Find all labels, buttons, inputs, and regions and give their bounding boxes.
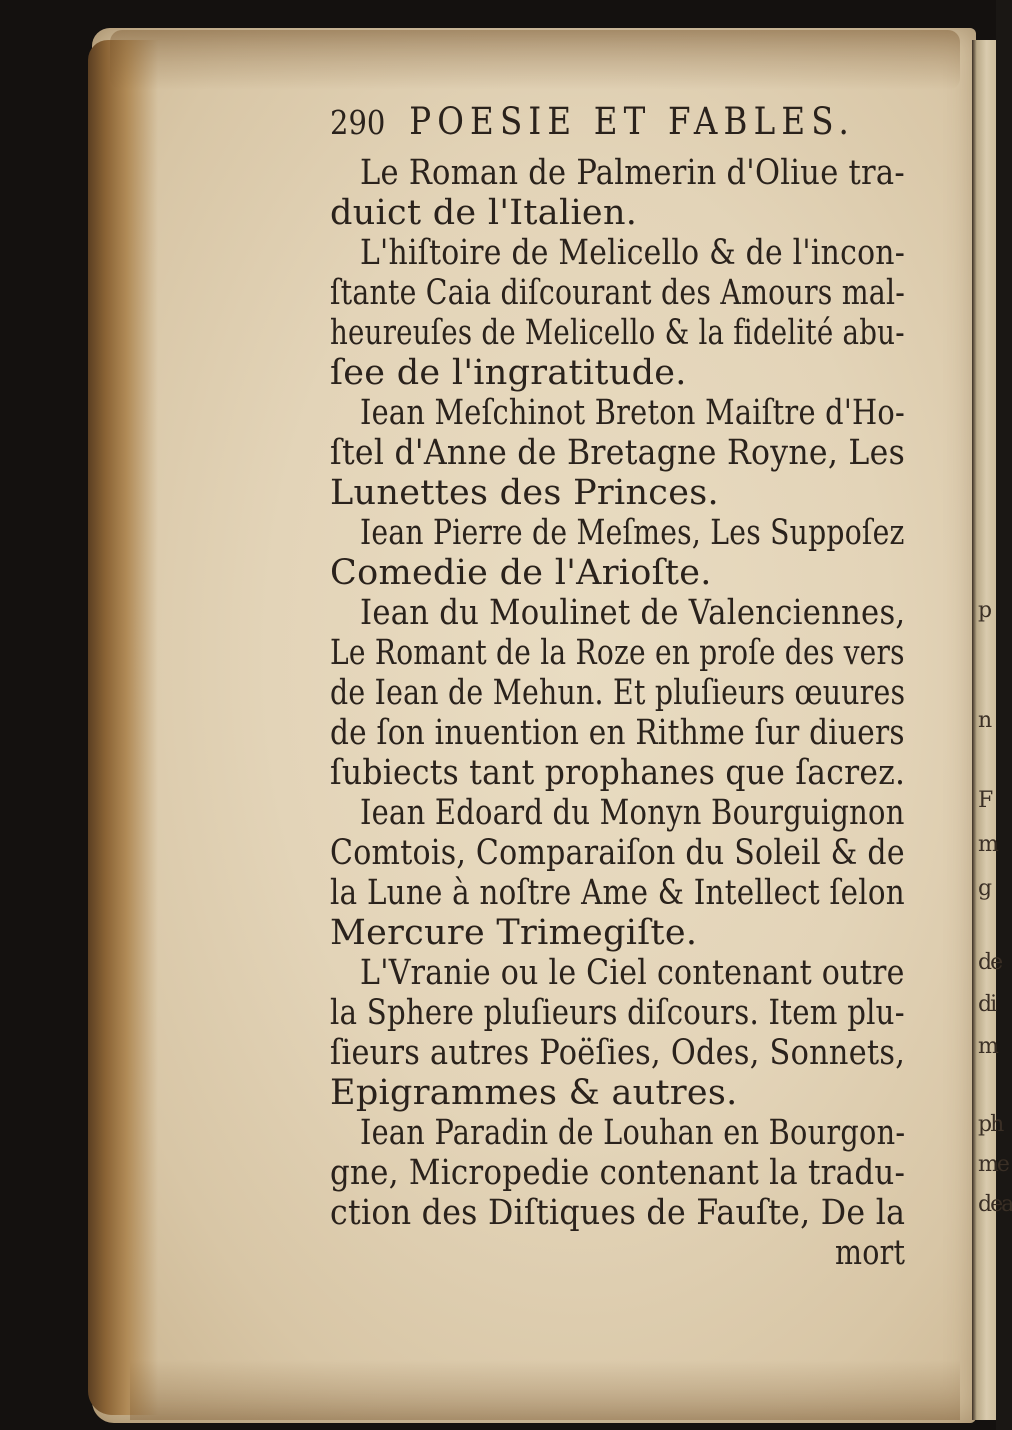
text-line: ſieurs autres Poëſies, Odes, Sonnets, bbox=[330, 1033, 906, 1073]
text-line: Mercure Trimegiſte. bbox=[330, 913, 698, 953]
facing-fragment: p bbox=[978, 598, 991, 623]
text-line: ſtel d'Anne de Bretagne Royne, Les bbox=[330, 433, 906, 473]
text-line: ſee de l'ingratitude. bbox=[330, 353, 687, 393]
page-number: 290 bbox=[330, 103, 386, 142]
text-line: Iean du Moulinet de Valenciennes, bbox=[360, 593, 906, 633]
text-line: Le Roman de Palmerin d'Oliue tra- bbox=[360, 153, 905, 193]
facing-fragment: F bbox=[978, 788, 992, 813]
text-line: Le Romant de la Roze en proſe des vers bbox=[330, 633, 905, 673]
catchword: mort bbox=[835, 1233, 906, 1273]
text-line: Comedie de l'Arioſte. bbox=[330, 553, 712, 593]
facing-fragment: di bbox=[978, 992, 996, 1017]
text-line: de Iean de Mehun. Et pluſieurs œuures bbox=[330, 673, 906, 713]
text-line: duict de l'Italien. bbox=[330, 193, 638, 233]
running-header bbox=[330, 100, 855, 143]
facing-fragment: n bbox=[978, 708, 991, 733]
text-line: gne, Micropedie contenant la tradu- bbox=[330, 1153, 906, 1193]
text-line: Iean Edoard du Monyn Bourguignon bbox=[360, 793, 905, 833]
text-line: Iean Meſchinot Breton Maiſtre d'Ho- bbox=[360, 393, 905, 433]
text-line: de ſon inuention en Rithme ſur diuers bbox=[330, 713, 905, 753]
facing-fragment: m bbox=[978, 832, 997, 857]
text-line: ſubiects tant prophanes que ſacrez. bbox=[330, 753, 906, 793]
text-line: Lunettes des Princes. bbox=[330, 473, 719, 513]
facing-fragment: de bbox=[978, 950, 1002, 975]
text-line: heureuſes de Melicello & la fidelité abu- bbox=[330, 313, 905, 353]
text-line: Epigrammes & autres. bbox=[330, 1073, 738, 1113]
running-head-title: POESIE ET FABLES. bbox=[409, 100, 855, 143]
text-line: Iean Paradin de Louhan en Bourgon- bbox=[360, 1113, 906, 1153]
facing-fragment: dea bbox=[978, 1192, 1012, 1217]
facing-fragment: ph bbox=[978, 1112, 1003, 1137]
facing-fragment: m bbox=[978, 1034, 997, 1059]
text-line: Iean Pierre de Meſmes, Les Suppoſez bbox=[360, 513, 905, 553]
facing-fragment: g bbox=[978, 876, 991, 901]
text-line: ction des Diſtiques de Fauſte, De la bbox=[330, 1193, 906, 1233]
text-line: L'Vranie ou le Ciel contenant outre bbox=[360, 953, 905, 993]
text-line: ſtante Caia diſcourant des Amours mal- bbox=[330, 273, 906, 313]
text-line: L'hiſtoire de Melicello & de l'incon- bbox=[360, 233, 906, 273]
text-line: la Sphere pluſieurs diſcours. Item plu- bbox=[330, 993, 905, 1033]
text-line: Comtois, Comparaiſon du Soleil & de bbox=[330, 833, 905, 873]
text-line: la Lune à noſtre Ame & Intellect ſelon bbox=[330, 873, 905, 913]
facing-fragment: me bbox=[978, 1152, 1008, 1177]
